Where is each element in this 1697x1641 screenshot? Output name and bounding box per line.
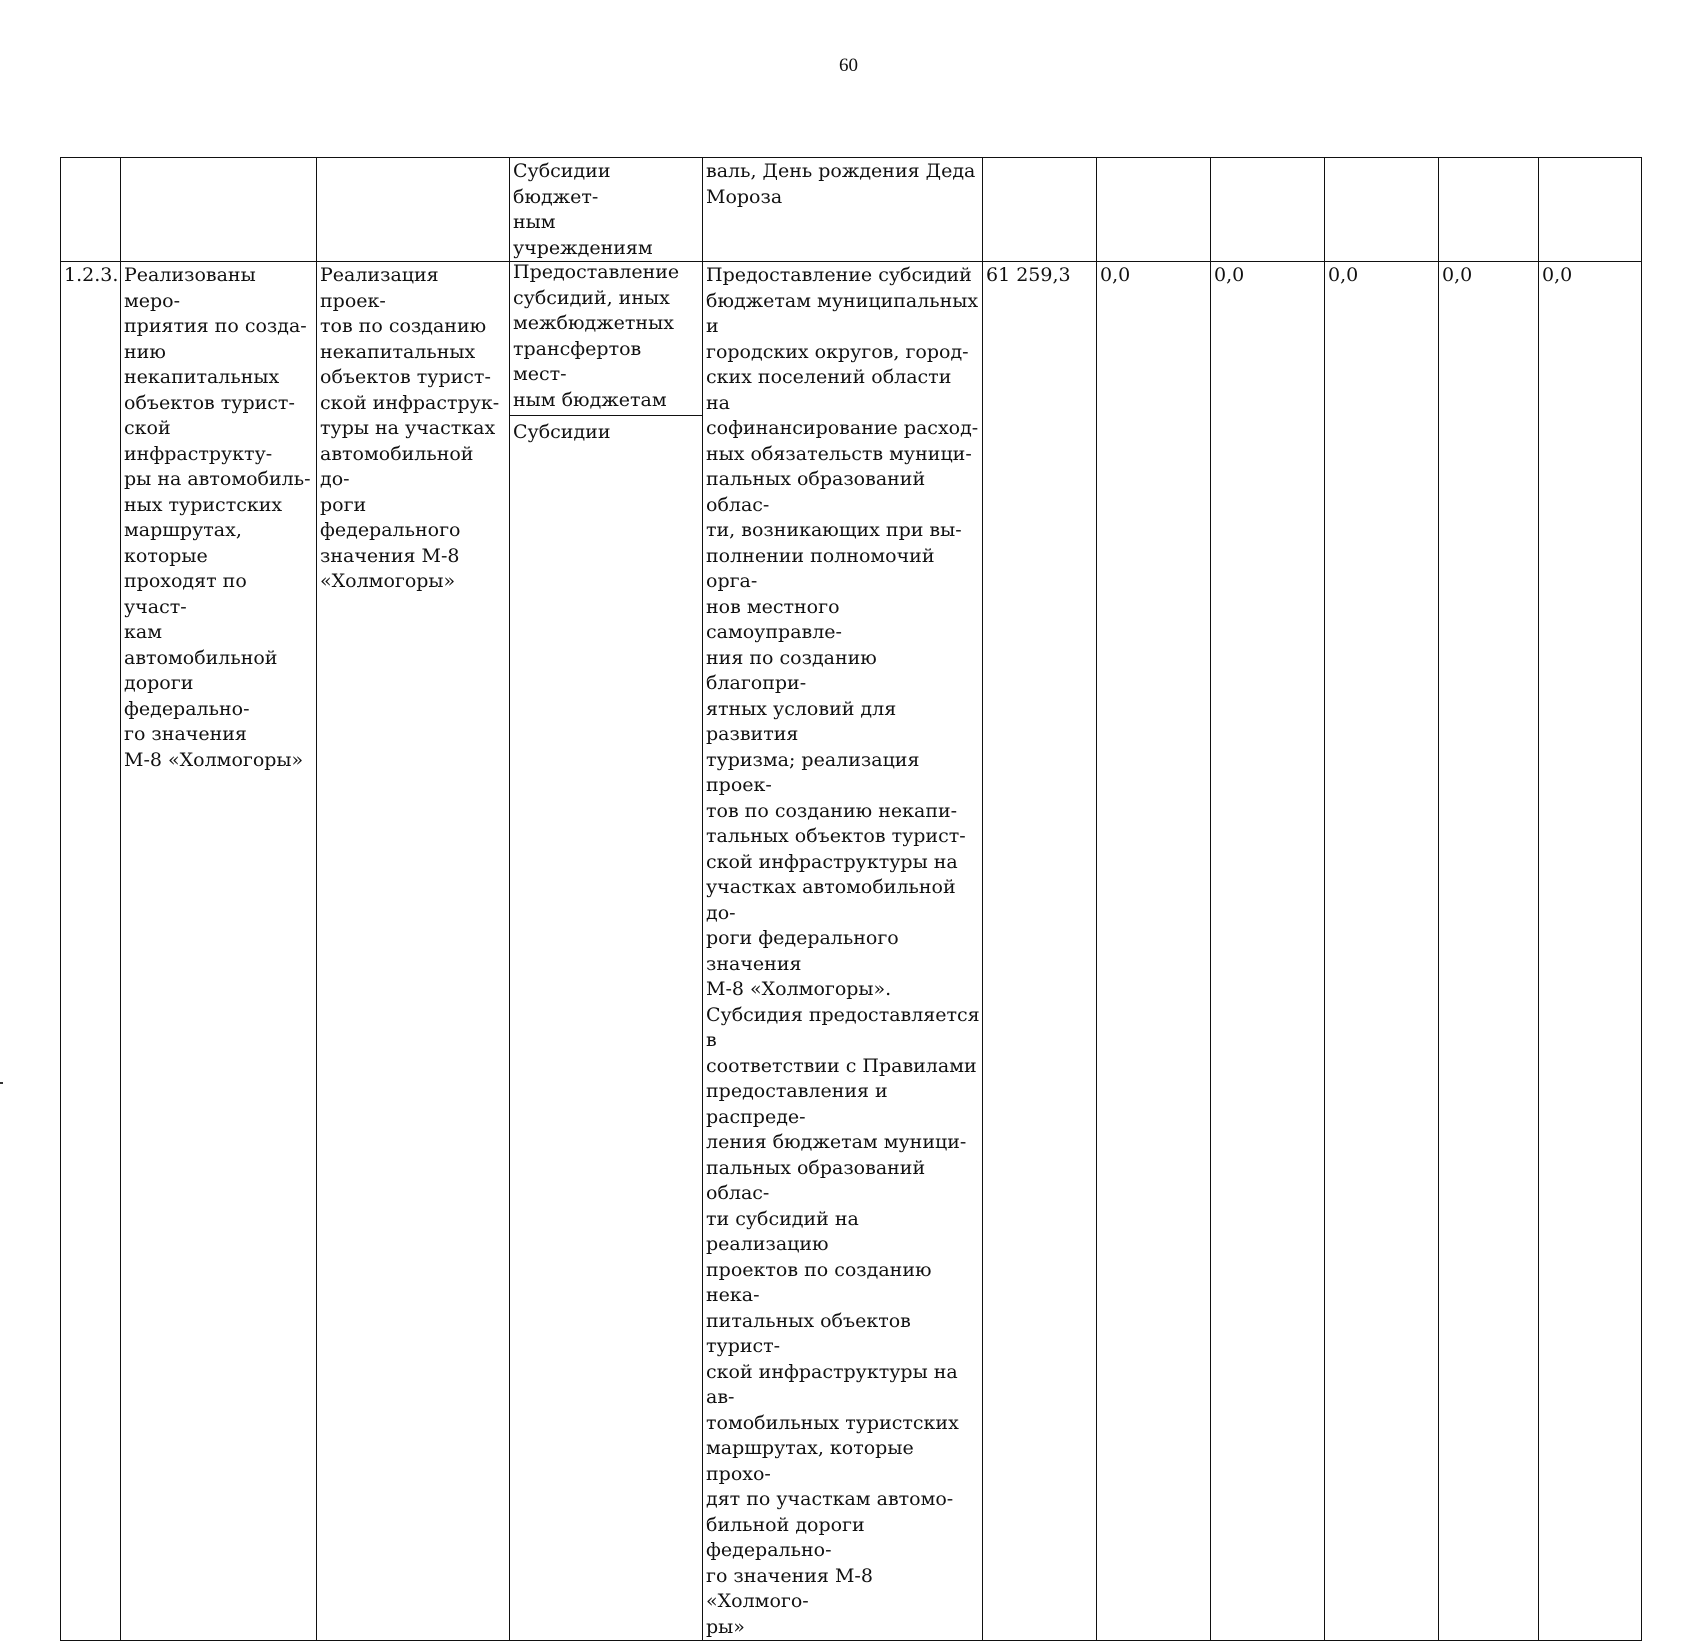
cell-description	[703, 158, 983, 262]
cell-empty	[1325, 158, 1439, 262]
page-number: 60	[839, 55, 858, 76]
cell-funding	[510, 262, 703, 1641]
activity-text: Реализация проек- тов по созданию некапитальных объектов турист- ской инфраструк- туры на участках автомобильной до- роги федерального значения М-8 «Холмогоры»	[320, 264, 500, 592]
cell-empty	[983, 158, 1097, 262]
description-text: Предоставление субсидий бюджетам муниципальных и городских округов, город- ских поселений области на софинансирование расход- ных обязательств муници- пальных образований облас- ти, возникающих при вы- полнении полномочий орга- нов местного самоуправле- ния по созданию благопри- ятных условий для развития туризма; реализация проек- тов по созданию некапи- тальных объектов турист- ской инфраструктуры на участках автомобильной до- роги федерального значения М-8 «Холмогоры». Субсидия предоставляется в соответствии с Правилами предоставления и распреде- ления бюджетам муници- пальных образований облас- ти субсидий на реализацию проектов по созданию нека- питальных объектов турист- ской инфраструктуры на ав- томобильных туристских маршрутах, которые прохо- дят по участкам автомо- бильной дороги федерально- го значения М-8 «Холмого- ры»	[706, 264, 980, 1638]
cell-empty	[317, 158, 510, 262]
funding-top-text: Предоставление субсидий, иных межбюджетных трансфертов мест- ным бюджетам	[510, 262, 702, 417]
cell-empty	[61, 158, 121, 262]
funding-source-text: Субсидии бюджет- ным учреждениям	[513, 160, 653, 259]
budget-table	[60, 157, 1642, 1641]
funding-bottom-text: Субсидии	[513, 421, 611, 443]
cell-result	[121, 262, 317, 1641]
result-text: Реализованы меро- приятия по созда- нию некапитальных объектов турист- ской инфраструкту- ры на автомобиль- ных туристских маршрутах, которые проходят по участ- кам автомобильной дороги федерально- го значения М-8 «Холмогоры»	[124, 264, 311, 771]
cell-activity	[317, 262, 510, 1641]
cell-empty	[121, 158, 317, 262]
amount-value: 0,0	[1542, 264, 1573, 286]
cell-empty	[1211, 158, 1325, 262]
cell-empty	[1097, 158, 1211, 262]
cell-amount	[1325, 262, 1439, 1641]
table-row-continuation	[61, 158, 1642, 262]
cell-funding-source	[510, 158, 703, 262]
cell-amount-total	[983, 262, 1097, 1641]
amount-value: 0,0	[1328, 264, 1359, 286]
cell-description	[703, 262, 983, 1641]
amount-value: 61 259,3	[986, 264, 1071, 286]
description-text: валь, День рождения Деда Мороза	[706, 160, 976, 208]
cell-amount	[1439, 262, 1539, 1641]
cell-empty	[1439, 158, 1539, 262]
cell-amount	[1211, 262, 1325, 1641]
cell-index	[61, 262, 121, 1641]
amount-value: 0,0	[1442, 264, 1473, 286]
amount-value: 0,0	[1214, 264, 1245, 286]
cell-amount	[1539, 262, 1642, 1641]
cell-empty	[1539, 158, 1642, 262]
scan-edge-mark	[0, 1082, 3, 1084]
amount-value: 0,0	[1100, 264, 1131, 286]
table-row	[61, 262, 1642, 1641]
row-index: 1.2.3.	[64, 264, 119, 286]
cell-amount	[1097, 262, 1211, 1641]
